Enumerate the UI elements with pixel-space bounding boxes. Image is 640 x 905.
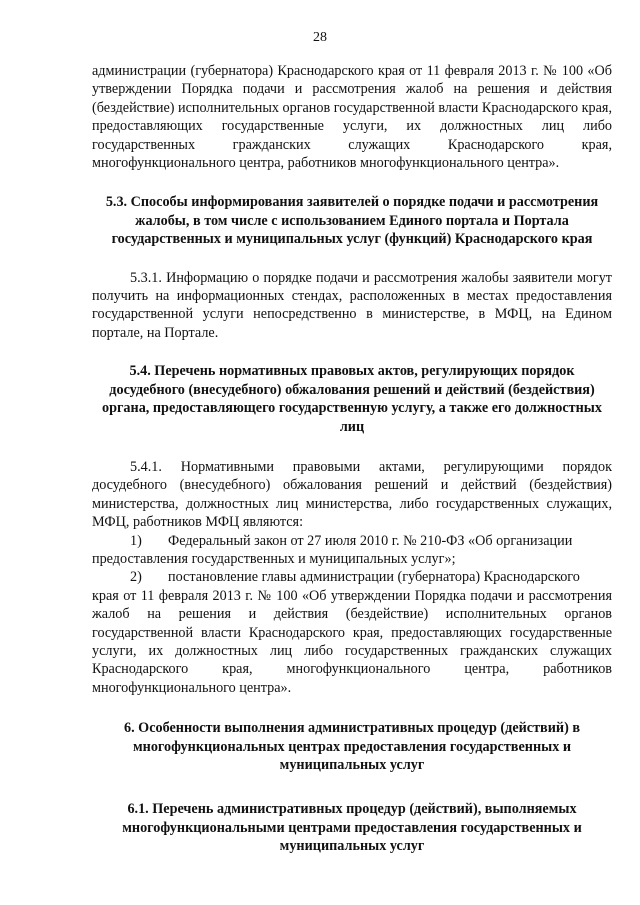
section-5-3-heading: 5.3. Способы информирования заявителей о порядке подачи и рассмотрения жалобы, в том числе с использованием Единого портала и Портала государственных и муниципальных услуг (функций) Краснодарского края xyxy=(105,194,599,248)
list-item-continuation: края от 11 февраля 2013 г. № 100 «Об утверждении Порядка подачи и рассмотрения жалоб на решения и действия (бездействие) исполнительных органов государственной власти Краснодарского края, предоставляющих государственные услуги, их должностных лиц либо государственных гражданских служащих Краснодарского края, многофункционального центра, работников многофункционального центра». xyxy=(92,587,612,696)
section-6-1-heading: 6.1. Перечень административных процедур (действий), выполняемых многофункциональными центрами предоставления государственных и муниципальных услуг xyxy=(122,801,582,855)
list-item-2 xyxy=(92,568,612,586)
section-5-4-heading: 5.4. Перечень нормативных правовых актов, регулирующих порядок досудебного (внесудебного) обжалования решений и действий (бездействия) органа, предоставляющего государственную услугу, а также его должностных лиц xyxy=(102,363,602,435)
list-item-continuation: предоставления государственных и муниципальных услуг»; xyxy=(92,550,456,567)
list-item-number: 2) xyxy=(130,569,142,586)
intro-paragraph: администрации (губернатора) Краснодарского края от 11 февраля 2013 г. № 100 «Об утверждении Порядка подачи и рассмотрения жалоб на решения и действия (бездействие) исполнительных органов государственной власти Краснодарского края, предоставляющих государственные услуги, их должностных лиц либо государственных гражданских служащих Краснодарского края, многофункционального центра, работников многофункционального центра». xyxy=(92,63,612,172)
page-number: 28 xyxy=(313,30,327,45)
document-body xyxy=(92,62,612,856)
list-item-text: Федеральный закон от 27 июля 2010 г. № 210-ФЗ «Об организации xyxy=(168,532,573,549)
section-5-3-1-paragraph: 5.3.1. Информацию о порядке подачи и рассмотрения жалобы заявители могут получить на информационных стендах, расположенных в местах предоставления государственной услуги непосредственно в министерстве, в МФЦ, на Едином портале, на Портале. xyxy=(92,269,612,341)
list-item-number: 1) xyxy=(130,532,142,549)
list-item-1 xyxy=(92,532,612,550)
list-item-text: постановление главы администрации (губернатора) Краснодарского xyxy=(168,569,580,586)
section-6-heading: 6. Особенности выполнения административных процедур (действий) в многофункциональных центрах предоставления государственных и муниципальных услуг xyxy=(123,720,580,773)
section-5-4-1-paragraph: 5.4.1. Нормативными правовыми актами, регулирующими порядок досудебного (внесудебного) обжалования решений и действий (бездействия) министерства, должностных лиц министерства, либо государственных служащих, МФЦ, работников МФЦ являются: xyxy=(92,458,612,531)
